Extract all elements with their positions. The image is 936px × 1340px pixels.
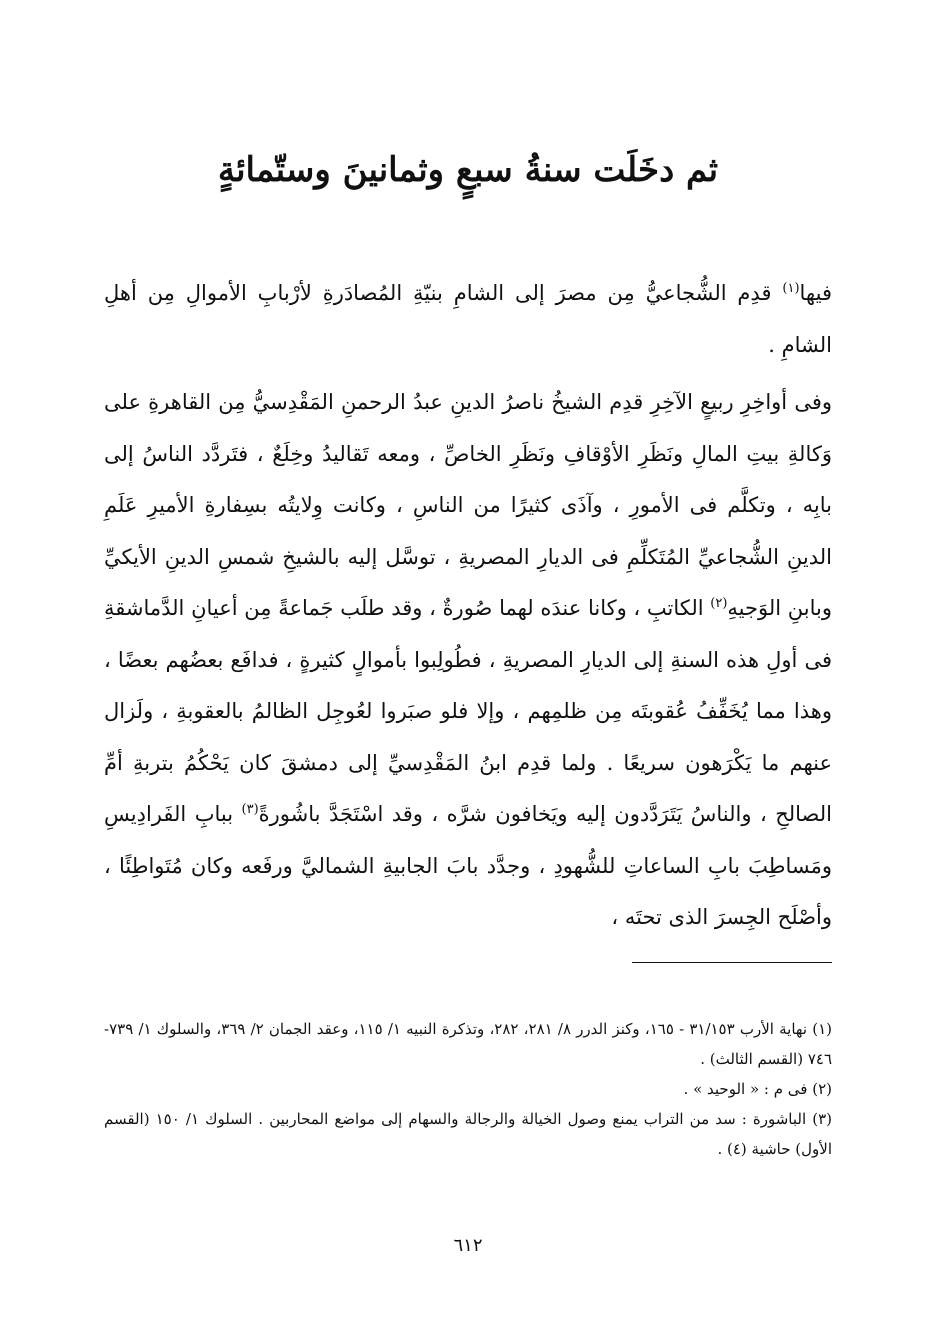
paragraph-2-part-1: وفى أواخِرِ ربيعٍ الآخِرِ قدِم الشيخُ ناصرُ الدينِ عبدُ الرحمنِ المَقْدِسيُّ مِن القاهرةِ على وَكالةِ بيتِ المالِ ونَظَرِ الأوْقافِ ونَظَرِ الخاصِّ ، ومعه تَقاليدُ وخِلَعٌ ، فتَردَّد الناسُ إلى بابِه ، وتكلَّم فى الأمورِ ، وآذَى كثيرًا من الناسِ ، وكانت وِلايتُه بسِفارةِ الأميرِ عَلَمِ الدينِ الشُّجاعيِّ المُتَكلِّمِ فى الديارِ المصريةِ ، توسَّل إليه بالشيخِ شمسِ الدينِ الأيكيِّ وبابنِ الوَجيهِ bbox=[104, 390, 832, 620]
paragraph-2-part-3: ببابِ الفَرادِيسِ ومَساطِبَ بابِ الساعاتِ للشُّهودِ ، وجدَّد بابَ الجابيةِ الشماليَّ ورفَعه وكان مُتَواطِئًا ، وأصْلَح الجِسرَ الذى تحتَه ، bbox=[104, 802, 832, 929]
paragraph-2-part-2: الكاتبِ ، وكانا عندَه لهما صُورةٌ ، وقد طلَب جَماعةً مِن أعيانِ الدَّماشقةِ فى أولِ هذه السنةِ إلى الديارِ المصريةِ ، فطُولِبوا بأموالٍ كثيرةٍ ، فدافَع بعضُهم بعضًا ، وهذا مما يُخَفِّفُ عُقوبتَه مِن ظلمِهم ، وإلا فلو صبَروا لعُوجِل الظالمُ بالعقوبةِ ، ولَزال عنهم ما يَكْرَهون سريعًا . ولما قدِم ابنُ المَقْدِسيِّ إلى دمشقَ كان يَحْكُمُ بتربةِ أمِّ الصالحِ ، والناسُ يَتَرَدَّدون إليه ويَخافون شرَّه ، وقد اسْتَجَدَّ باشُورةً bbox=[104, 596, 832, 826]
footnote-3: (٣) الباشورة : سد من التراب يمنع وصول الخيالة والرجالة والسهام إلى مواضع المحاربين . السلوك ١/ ١٥٠ (القسم الأول) حاشية (٤) . bbox=[104, 1110, 832, 1158]
footnote-2: (٢) فى م : « الوحيد » . bbox=[683, 1080, 832, 1098]
page-number: ٦١٢ bbox=[453, 1235, 483, 1256]
footnote-reference-3: (٣) bbox=[241, 802, 259, 817]
footnote-separator bbox=[632, 962, 832, 963]
paragraph-2 bbox=[104, 377, 832, 944]
footnotes bbox=[104, 1014, 832, 1164]
footnote-reference-1: (١) bbox=[782, 281, 800, 296]
main-text bbox=[104, 268, 832, 944]
footnote-reference-2: (٢) bbox=[710, 596, 728, 611]
paragraph-1 bbox=[104, 268, 832, 371]
footnote-1: (١) نهاية الأرب ٣١/١٥٣ - ١٦٥، وكنز الدرر ٨/ ٢٨١، ٢٨٢، وتذكرة النبيه ١/ ١١٥، وعقد الجمان ٢/ ٣٦٩، والسلوك ١/ ٧٣٩- ٧٤٦ (القسم الثالث) . bbox=[104, 1020, 832, 1068]
paragraph-1-text: قدِم الشُّجاعيُّ مِن مصرَ إلى الشامِ بنيّةِ المُصادَرةِ لأرْبابِ الأموالِ مِن أهلِ الشامِ . bbox=[104, 281, 832, 357]
paragraph-1-lead: فيها bbox=[799, 281, 832, 305]
chapter-title: ثم دخَلَت سنةُ سبعٍ وثمانينَ وستّمائةٍ bbox=[217, 150, 719, 190]
